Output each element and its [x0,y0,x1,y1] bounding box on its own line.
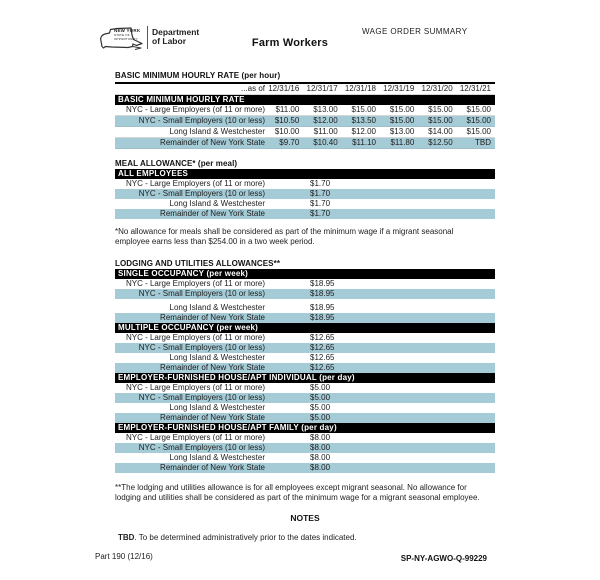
column-header: 12/31/17 [306,84,338,93]
cell-value: $9.70 [279,138,300,147]
meal-footnote: *No allowance for meals shall be considered as part of the minimum wage if a migrant seasonal employee earns less than $254.00 in a two week period. [115,227,454,246]
table-banner: EMPLOYER-FURNISHED HOUSE/APT INDIVIDUAL (per day) [115,373,495,383]
multiple-occupancy-table [115,323,495,373]
meal-allowance-section [115,159,495,247]
table-banner: MULTIPLE OCCUPANCY (per week) [115,323,495,333]
cell-value: $12.50 [428,138,453,147]
section-title: LODGING AND UTILITIES ALLOWANCES** [115,259,281,268]
cell-value: $12.65 [310,333,335,342]
table-banner: BASIC MINIMUM HOURLY RATE [115,95,495,105]
column-header: 12/31/20 [421,84,453,93]
table-row [115,333,495,343]
cell-value: $12.65 [310,343,335,352]
cell-value: $18.95 [310,279,335,288]
table-row [115,363,495,373]
row-label: Remainder of New York State [160,413,265,422]
row-label: NYC - Large Employers (of 11 or more) [125,333,265,342]
cell-value: $14.00 [428,127,453,136]
table-banner: EMPLOYER-FURNISHED HOUSE/APT FAMILY (per day) [115,423,495,433]
row-label: NYC - Small Employers (10 or less) [138,343,265,352]
table-row [115,179,495,189]
cell-value: $8.00 [310,433,331,442]
row-label: Remainder of New York State [160,138,265,147]
table-row [115,383,495,393]
column-header: 12/31/21 [459,84,491,93]
column-header: 12/31/16 [268,84,300,93]
cell-value: $15.00 [466,127,491,136]
cell-value: $11.00 [313,127,338,136]
table-row [115,303,495,313]
row-label: Long Island & Westchester [169,403,265,412]
section-title: MEAL ALLOWANCE* (per meal) [115,159,238,168]
table-banner: SINGLE OCCUPANCY (per week) [115,269,495,279]
cell-value: $12.00 [351,127,376,136]
row-label: Remainder of New York State [160,463,265,472]
cell-value: $8.00 [310,463,331,472]
row-label: NYC - Small Employers (10 or less) [138,393,265,402]
cell-value: $1.70 [310,179,331,188]
lodging-utilities-section [115,259,495,503]
cell-value: $11.80 [390,138,415,147]
cell-value: $12.00 [313,116,338,125]
row-label: NYC - Large Employers (of 11 or more) [125,179,265,188]
tbd-term: TBD [118,533,135,542]
notes-heading: NOTES [290,513,320,523]
rate-table-header-row [115,84,495,95]
cell-value: $12.65 [310,353,335,362]
logo-brand-line: OPPORTUNITY [114,37,138,41]
cell-value: $15.00 [466,105,491,114]
cell-value: $13.00 [389,127,415,136]
row-label: Remainder of New York State [160,363,265,372]
cell-value: $11.00 [275,105,300,114]
table-row [115,393,495,403]
logo-brand-line: NEW YORK [114,28,141,33]
row-label: Long Island & Westchester [169,453,265,462]
cell-value: $15.00 [466,116,491,125]
table-row [115,453,495,463]
table-row [115,353,495,363]
cell-value: $18.95 [310,289,335,298]
row-label: NYC - Large Employers (of 11 or more) [125,433,265,442]
row-label: NYC - Large Employers (of 11 or more) [125,105,265,114]
logo-brand-line: STATE OF [114,33,130,37]
cell-value: $10.00 [274,127,300,136]
page-title: Farm Workers [251,37,329,49]
cell-value: $5.00 [310,403,331,412]
column-header: 12/31/18 [344,84,376,93]
row-label: NYC - Small Employers (10 or less) [138,289,265,298]
table-row [115,199,495,209]
cell-value: $1.70 [310,199,331,208]
row-label: Long Island & Westchester [169,199,265,208]
row-label: Remainder of New York State [160,313,265,322]
column-header: 12/31/19 [383,84,415,93]
house-apt-family-table [115,423,495,473]
table-row [115,313,495,323]
cell-value: $18.95 [310,313,335,322]
table-row [115,403,495,413]
row-label: Remainder of New York State [160,209,265,218]
table-row [115,105,495,116]
cell-value: $15.00 [428,105,453,114]
single-occupancy-table [115,269,495,323]
cell-value: $5.00 [310,393,331,402]
cell-value: $11.10 [352,138,376,147]
table-banner: ALL EMPLOYEES [115,169,495,179]
cell-value: $13.00 [313,105,338,114]
cell-value: $5.00 [310,413,331,422]
cell-value: TBD [474,138,491,147]
row-label: NYC - Small Employers (10 or less) [138,116,265,125]
table-row [115,433,495,443]
cell-value: $15.00 [428,116,453,125]
footer-form-code: SP-NY-AGWO-Q-99229 [400,554,487,563]
table-row [115,443,495,453]
cell-value: $5.00 [310,383,331,392]
cell-value: $8.00 [310,443,331,452]
row-label: Long Island & Westchester [169,127,265,136]
tbd-text: . To be determined administratively prior to the dates indicated. [134,533,357,542]
cell-value: $18.95 [310,303,335,312]
table-row [115,127,495,138]
table-row [115,209,495,219]
lodging-footnote: **The lodging and utilities allowance is for all employees except migrant seasonal. No allowance for lodging and utilities shall be considered as part of the minimum wage for a migrant seasonal employee. [115,483,480,502]
cell-value: $15.00 [389,105,415,114]
row-label: Long Island & Westchester [169,353,265,362]
table-row [115,279,495,289]
row-label: NYC - Small Employers (10 or less) [138,189,265,198]
cell-value: $1.70 [310,209,331,218]
table-row [115,116,495,127]
table-row [115,289,495,299]
dept-line: of Labor [152,36,186,46]
cell-value: $10.40 [313,138,338,147]
cell-value: $1.70 [310,189,331,198]
row-label: Long Island & Westchester [169,303,265,312]
cell-value: $12.65 [310,363,335,372]
row-label: NYC - Small Employers (10 or less) [138,443,265,452]
document-body [115,71,495,542]
cell-value: $13.50 [351,116,376,125]
table-row [115,463,495,473]
table-row [115,413,495,423]
cell-value: $15.00 [351,105,376,114]
wage-order-summary-label: WAGE ORDER SUMMARY [362,27,468,36]
table-row [115,343,495,353]
table-row [115,138,495,149]
basic-minimum-hourly-rate-section [115,71,495,149]
row-label: NYC - Large Employers (of 11 or more) [125,383,265,392]
cell-value: $8.00 [310,453,331,462]
row-label: NYC - Large Employers (of 11 or more) [125,279,265,288]
cell-value: $15.00 [389,116,415,125]
house-apt-individual-table [115,373,495,423]
section-title: BASIC MINIMUM HOURLY RATE (per hour) [115,71,281,80]
tbd-note [115,533,495,542]
cell-value: $10.50 [274,116,300,125]
dept-line: Department [152,26,200,37]
footer-part-number: Part 190 (12/16) [95,552,153,561]
table-row [115,189,495,199]
as-of-label: ...as of [240,84,265,93]
